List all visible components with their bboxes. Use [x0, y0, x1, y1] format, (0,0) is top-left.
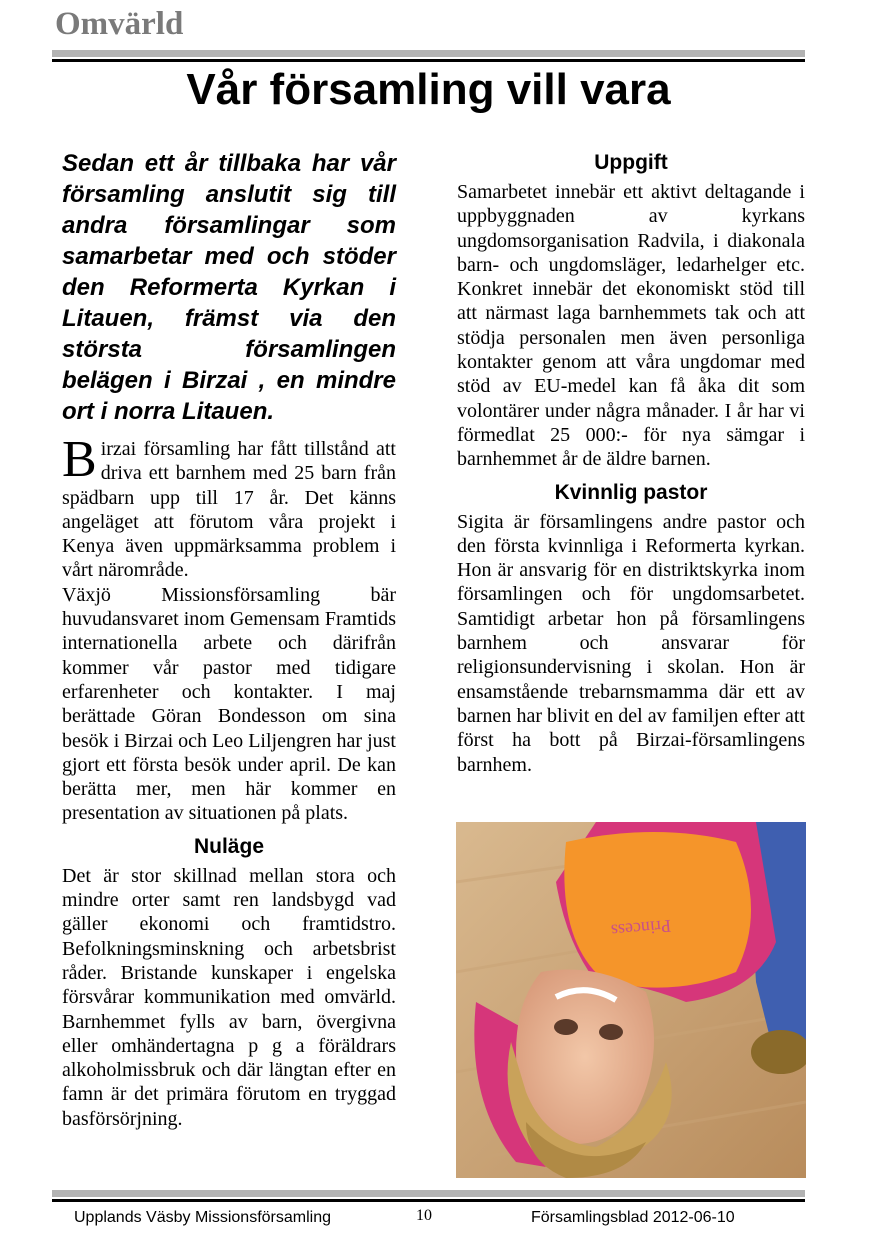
heading-kvinnlig-pastor: Kvinnlig pastor: [554, 480, 708, 504]
heading-nulage: Nuläge: [193, 834, 264, 858]
header-rule-grey: [52, 50, 805, 57]
left-column: [62, 148, 396, 1131]
child-photo: [456, 822, 806, 1178]
lead-paragraph: Sedan ett år tillbaka har vår församling anslutit sig till andra församlingar som samarbetar med och stöder den Reformerta Kyrkan i Litauen, främst via den största församlingen belägen i Birzai , en mindre ort i norra Litauen.: [62, 150, 396, 425]
footer-rule-black: [52, 1199, 805, 1202]
heading-uppgift: Uppgift: [594, 151, 668, 174]
section-label: Omvärld: [55, 6, 184, 42]
article-title: Vår församling vill vara: [186, 65, 671, 114]
right-column: [457, 148, 805, 777]
header-rule-black: [52, 59, 805, 62]
svg-text:Princess: Princess: [610, 915, 672, 942]
uppgift-paragraph: Samarbetet innebär ett aktivt deltagande i uppbyggnaden av kyrkans ungdomsorganisation Radvila, i diakonala barn- och ungdomsläger, ledarhelger etc. Konkret innebär det ekonomiskt stöd till att närmast laga barnhemmets tak och att stödja personalen men även personliga kontakter genom att våra ungdomar med stöd av EU-medel kan få åka dit som volontärer under några månader. I år har vi förmedlat 25 000:- för nya sämgar i barnhemmet år de äldre barnen.: [457, 181, 805, 471]
footer-page-number: 10: [416, 1207, 432, 1224]
intro-paragraph-1: [62, 431, 396, 583]
nulage-paragraph: Det är stor skillnad mellan stora och mindre orter samt ren landsbygd vad gäller ekonomi och framtidstro. Befolkningsminskning och arbetsbrist råder. Bristande kunskaper i engelska försvårar kommunikation med omvärld. Barnhemmet fylls av barn, övergivna eller omhändertagna p g a föräldrars alkoholmissbruk och där längtan efter en famn är det primära förutom en tryggad basförsörjning.: [62, 864, 396, 1130]
intro-paragraph-2: Växjö Missionsförsamling bär huvudansvaret inom Gemensam Framtids internationella arbete och därifrån kommer vår pastor med tidigare erfarenheter och kontakter. I maj berättade Göran Bondesson om sina besök i Birzai och Leo Liljengren har just gjort ett första besök under april. De kan berätta mer, men här kommer en presentation av situationen på plats.: [62, 583, 396, 825]
intro-text-1: irzai församling har fått tillstånd att driva ett barnhem med 25 barn från spädbarn upp till 17 år. Det känns angeläget att förutom våra projekt i Kenya även uppmärksamma problem i vårt närområde.: [62, 438, 396, 582]
footer-rule-grey: [52, 1190, 805, 1197]
footer-publisher: Upplands Väsby Missionsförsamling: [74, 1209, 331, 1226]
drop-cap: B: [62, 431, 97, 488]
kvinnlig-pastor-paragraph: Sigita är församlingens andre pastor och den första kvinnliga i Reformerta kyrkan. Hon är ansvarig för en distriktskyrka inom församlingen och för ungdomsarbetet. Samtidigt arbetar hon på församlingens barnhem och ansvarar för religionsundervisning i skolan. Hon är ensamstående trebarnsmamma där ett av barnen har blivit en del av familjen efter att först ha bott på Birzai-församlingens barnhem.: [457, 510, 805, 776]
footer-issue-date: Församlingsblad 2012-06-10: [531, 1209, 735, 1226]
